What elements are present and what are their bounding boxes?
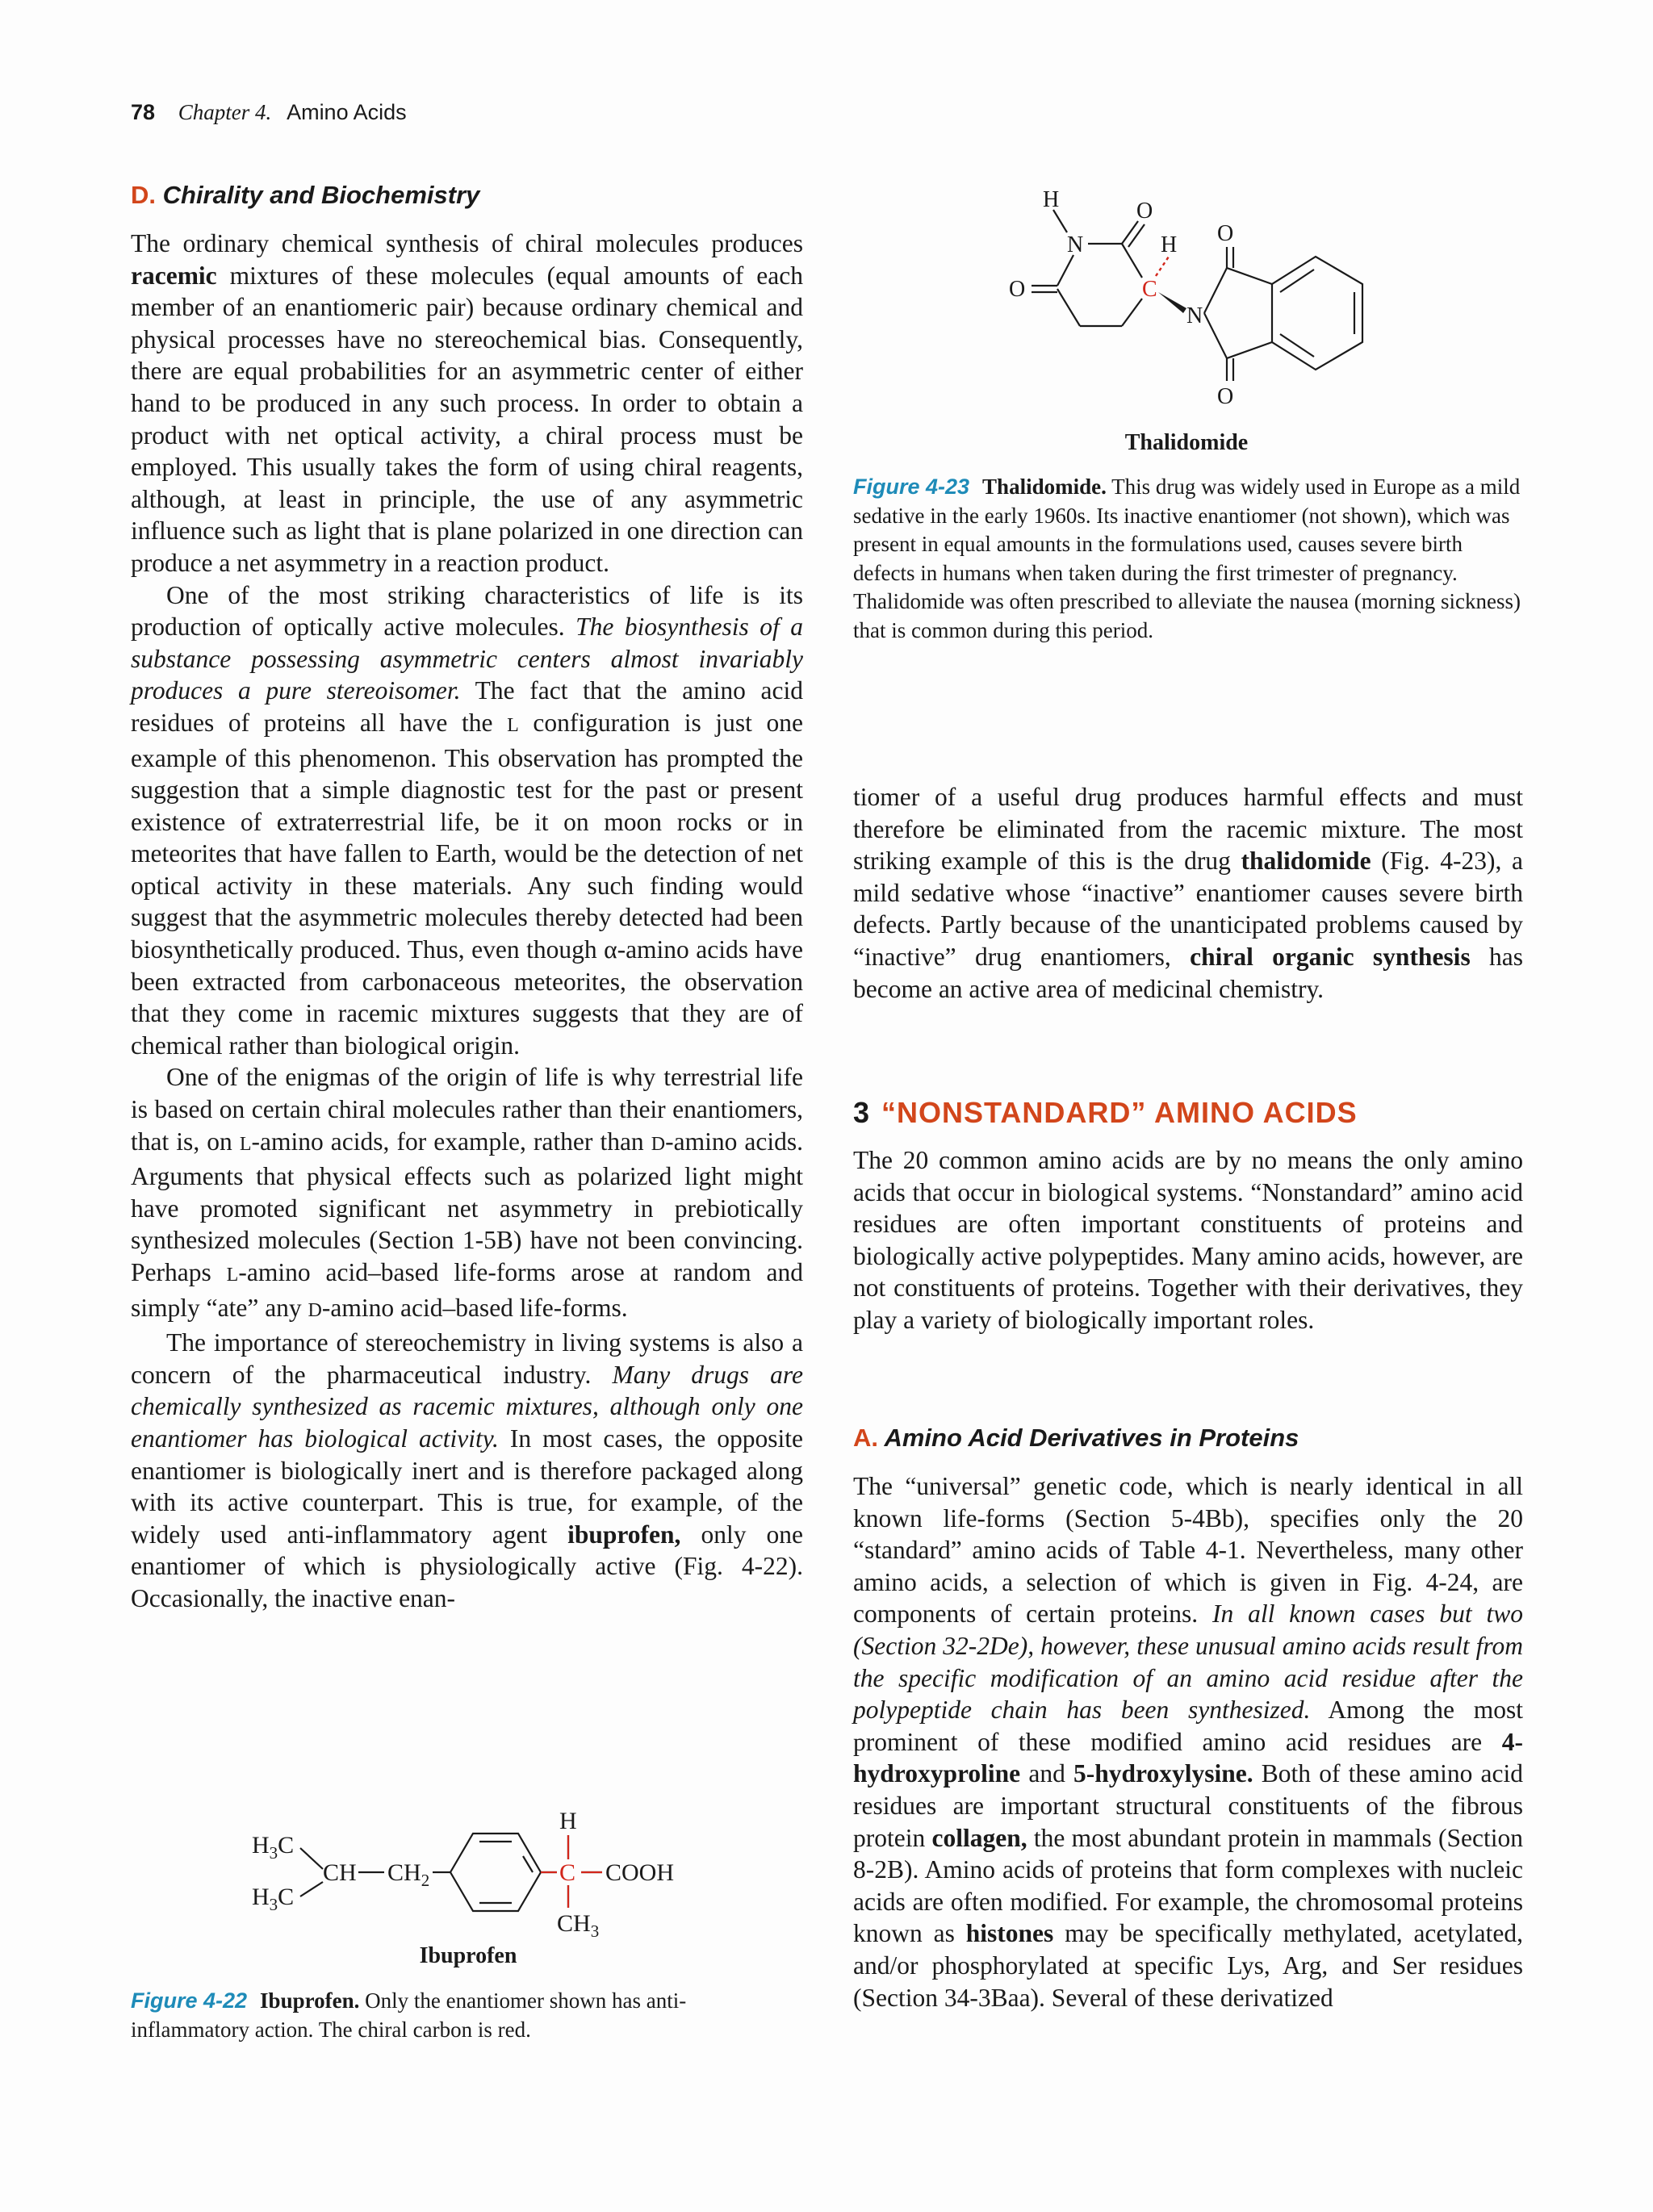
imide-nitrogen: N	[1186, 303, 1203, 328]
h3c-bottom: $H_3C$	[252, 1884, 295, 1914]
imide-hydrogen: H	[1043, 187, 1060, 212]
section-3-body	[853, 1144, 1523, 1336]
right-continuation: tiomer of a useful drug produces harmful effects and must therefore be eliminated from the racemic mixture. The most striking example of this is the drug thalidomide (Fig. 4-23), a mild sedative whose “inactive” enantiomer causes severe birth defects. Partly because of the unanticipated problems caused by “inactive” drug enantiomers, chiral organic synthesis has become an active area of medicinal chemistry.	[853, 783, 1523, 1003]
section-d-heading	[131, 181, 803, 210]
paragraph: The importance of stereochemistry in living systems is also a concern of the pharmaceutical industry. Many drugs are chemically synthesized as racemic mixtures, although only one enantiomer has biological activity. In most cases, the opposite enantiomer is biologically inert and is therefore packaged along with its active counterpart. This is true, for example, of the widely used anti-inflammatory agent ibuprofen, only one enantiomer of which is physiologically active (Fig. 4-22). Occasionally, the inactive enan-	[131, 1328, 803, 1612]
ibuprofen-structure	[242, 1798, 694, 1943]
ring-nitrogen: N	[1067, 232, 1084, 257]
oxygen-upper: O	[1217, 221, 1234, 246]
section-title: Chirality and Biochemistry	[162, 181, 480, 209]
section-letter: A.	[853, 1424, 878, 1452]
hydrogen: H	[559, 1808, 577, 1834]
ch2-group: $CH_2$	[387, 1859, 430, 1890]
section-a-heading	[853, 1424, 1523, 1453]
thalidomide-structure	[993, 179, 1380, 421]
chapter-label: Chapter 4.	[178, 100, 272, 124]
chiral-hydrogen: H	[1161, 232, 1178, 257]
section-3	[853, 1096, 1523, 1336]
ch-group: CH	[323, 1859, 357, 1886]
paragraph: One of the most striking characteristics of life is its production of optically active molecules. The biosynthesis of a substance possessing asymmetric centers almost invariably produces a pure stereoisomer. The fact that the amino acid residues of proteins all have the L configuration is just one example of this phenomenon. This observation has prompted the suggestion that a simple diagnostic test for the past or present existence of extraterrestrial life, be it on moon rocks or in meteorites that have fallen to Earth, would be the detection of net optical activity in these materials. Any such finding would suggest that the asymmetric molecules thereby detected had been biosynthetically produced. Thus, even though α-amino acids have been extracted from carbonaceous meteorites, the observation that they come in racemic mixtures suggests that they are of chemical rather than biological origin.	[131, 580, 803, 1060]
section-letter: D.	[131, 181, 156, 209]
paragraph: The ordinary chemical synthesis of chiral molecules produces racemic mixtures of these molecules (equal amounts of each member of an enantiomeric pair) because ordinary chemical and physical processes have no stereochemical bias. Consequently, there are equal probabilities for an asymmetric center of either hand to be produced in any such process. In order to obtain a product with net optical activity, a chiral process must be employed. This usually takes the form of using chiral reagents, although, at least in principle, the use of any asymmetric influence such as light that is plane polarized in one direction can produce a net asymmetry in a reaction product.	[131, 229, 803, 577]
page-number: 78	[131, 100, 156, 124]
left-column	[131, 181, 803, 1615]
oxygen-left: O	[1009, 277, 1026, 302]
ibuprofen-label: Ibuprofen	[419, 1943, 517, 1968]
thalidomide-label: Thalidomide	[1124, 430, 1249, 455]
h3c-top: $H_3C$	[252, 1832, 295, 1863]
chiral-carbon: C	[559, 1859, 576, 1886]
section-title: Amino Acid Derivatives in Proteins	[884, 1424, 1299, 1452]
chiral-carbon: C	[1142, 277, 1157, 302]
section-a	[853, 1424, 1523, 2013]
methyl-group: $CH_3$	[557, 1910, 600, 1941]
paragraph: The “universal” genetic code, which is nearly identical in all known life-forms (Section 5-4Bb), specifies only the 20 “standard” amino acids of Table 4-1. Nevertheless, many other amino acids, a selection of which is given in Fig. 4-24, are components of certain proteins. In all known cases but two (Section 32-2De), however, these unusual amino acids result from the specific modification of an amino acid residue after the polypeptide chain has been synthesized. Among the most prominent of these modified amino acid residues are 4-hydroxyproline and 5-hydroxylysine. Both of these amino acid residues are important structural constituents of the fibrous protein collagen, the most abundant protein in mammals (Section 8-2B). Amino acids of proteins that form complexes with nucleic acids are often modified. For example, the chromosomal proteins known as histones may be specifically methylated, acetylated, and/or phosphorylated at specific Lys, Arg, and Ser residues (Section 34-3Baa). Several of these derivatized	[853, 1472, 1524, 2012]
figure-4-23-caption: Figure 4-23 Thalidomide. This drug was widely used in Europe as a mild sedative in the early 1960s. Its inactive enantiomer (not shown), which was present in equal amounts in the formulations used, causes severe birth defects in humans when taken during the first trimester of pregnancy. Thalidomide was often prescribed to alleviate the nausea (morning sickness) that is common during this period.	[853, 475, 1521, 642]
section-a-body	[853, 1470, 1523, 2013]
running-head	[131, 100, 407, 125]
paragraph: The 20 common amino acids are by no means the only amino acids that occur in biological systems. “Nonstandard” amino acid residues are often important constituents of proteins and biologically active polypeptides. Many amino acids, however, are not constituents of proteins. Together with their derivatives, they play a variety of biologically important roles.	[853, 1146, 1523, 1334]
section-d-body	[131, 228, 803, 1615]
chapter-title: Amino Acids	[287, 100, 407, 124]
cooh-group: COOH	[605, 1859, 675, 1886]
oxygen-lower: O	[1217, 384, 1234, 409]
figure-4-22-caption: Figure 4-22 Ibuprofen. Only the enantiomer shown has anti-inflammatory action. The chiral carbon is red.	[131, 1988, 687, 2042]
oxygen-top: O	[1136, 199, 1153, 224]
section-3-heading	[853, 1096, 1523, 1130]
section-number: 3	[853, 1096, 871, 1129]
paragraph: One of the enigmas of the origin of life is why terrestrial life is based on certain chiral molecules rather than their enantiomers, that is, on L-amino acids, for example, rather than D-amino acids. Arguments that physical effects such as polarized light might have promoted significant net asymmetry in prebiotically synthesized molecules (Section 1-5B) have not been convincing. Perhaps L-amino acid–based life-forms arose at random and simply “ate” any D-amino acid–based life-forms.	[131, 1063, 803, 1322]
section-title: “NONSTANDARD” AMINO ACIDS	[881, 1096, 1358, 1129]
